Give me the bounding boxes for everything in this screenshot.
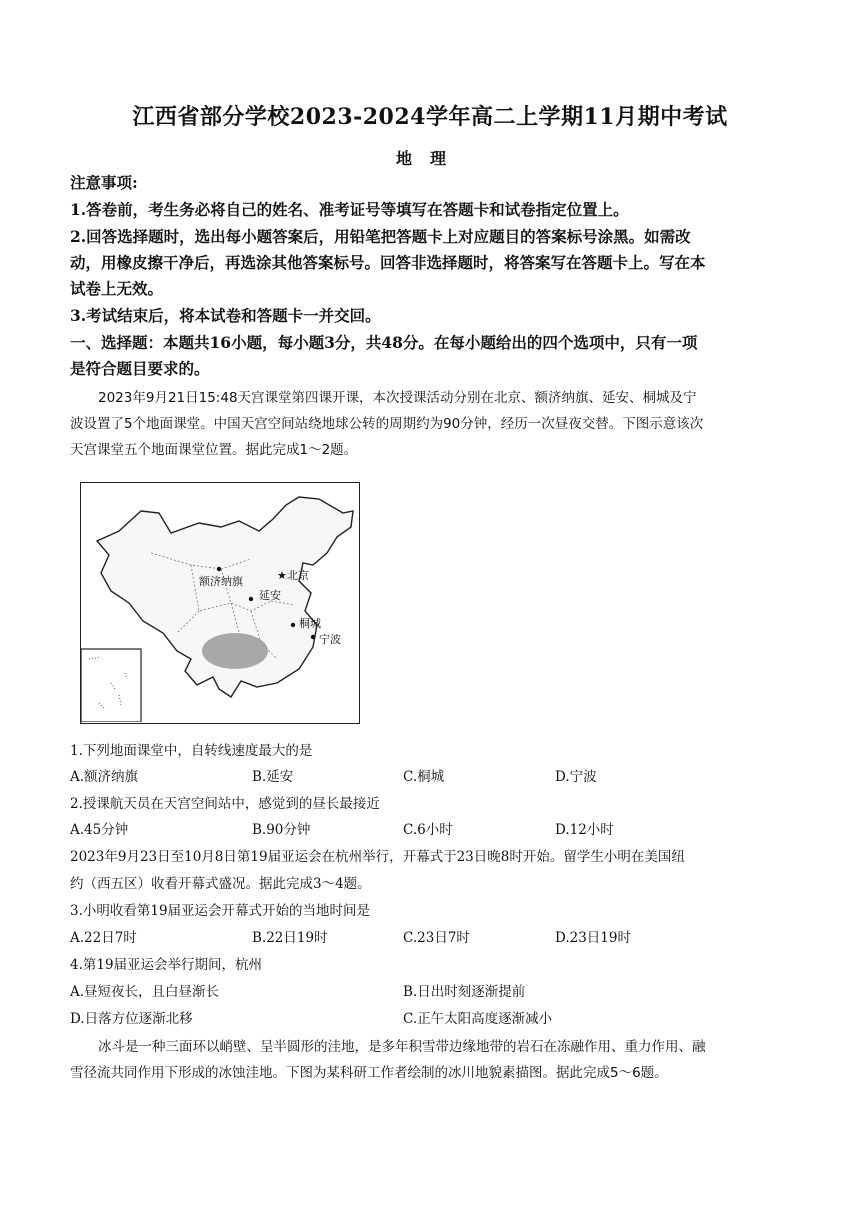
question-3-stem: 3.小明收看第19届亚运会开幕式开始的当地时间是 [70, 903, 371, 919]
ejina-marker [217, 567, 221, 571]
passage-2-line: 约（西五区）收看开幕式盛况。据此完成3～4题。 [70, 876, 371, 892]
beijing-star-icon: ★ [277, 569, 287, 582]
ningbo-marker [311, 635, 315, 639]
q2-option-b[interactable]: B.90分钟 [252, 822, 311, 838]
notes-heading: 注意事项: [70, 173, 138, 192]
q3-option-d[interactable]: D.23日19时 [555, 930, 631, 946]
passage-line: 天宫课堂五个地面课堂位置。据此完成1～2题。 [70, 442, 358, 458]
passage-3-line: 雪径流共同作用下形成的冰蚀洼地。下图为某科研工作者绘制的冰川地貌素描图。据此完成5～6题。 [70, 1065, 668, 1081]
q2-option-c[interactable]: C.6小时 [403, 822, 453, 838]
label-tongcheng: 桐城 [299, 617, 321, 630]
note-line: 动，用橡皮擦干净后，再选涂其他答案标号。回答非选择题时，将答案写在答题卡上。写在本 [70, 253, 706, 272]
question-1-stem: 1.下列地面课堂中，自转线速度最大的是 [70, 743, 313, 759]
note-line: 3.考试结束后，将本试卷和答题卡一并交回。 [70, 306, 381, 325]
q3-option-b[interactable]: B.22日19时 [252, 930, 328, 946]
q3-option-c[interactable]: C.23日7时 [403, 930, 470, 946]
passage-2-line: 2023年9月23日至10月8日第19届亚运会在杭州举行，开幕式于23日晚8时开始。留学生小明在美国纽 [70, 849, 685, 865]
question-2-stem: 2.授课航天员在天宫空间站中，感觉到的昼长最接近 [70, 796, 380, 812]
subject-label: 地理 [395, 149, 464, 168]
tongcheng-marker [291, 623, 295, 627]
q4-option-d[interactable]: D.日落方位逐渐北移 [70, 1011, 193, 1027]
section-heading: 一、选择题：本题共16小题，每小题3分，共48分。在每小题给出的四个选项中，只有一项 [70, 333, 698, 352]
china-map-figure [80, 482, 360, 724]
label-ningbo: 宁波 [319, 633, 341, 646]
label-beijing: 北京 [287, 569, 309, 582]
note-line: 1.答卷前，考生务必将自己的姓名、准考证号等填写在答题卡和试卷指定位置上。 [70, 200, 629, 219]
note-line: 试卷上无效。 [70, 279, 164, 298]
yanan-marker [249, 597, 253, 601]
q4-option-a[interactable]: A.昼短夜长，且白昼渐长 [70, 984, 220, 1000]
question-4-stem: 4.第19届亚运会举行期间，杭州 [70, 957, 263, 973]
passage-line: 2023年9月21日15:48天宫课堂第四课开课，本次授课活动分别在北京、额济纳旗、延安、桐城及宁 [98, 390, 697, 406]
exam-title: 江西省部分学校2023-2024学年高二上学期11月期中考试 [132, 104, 728, 130]
q1-option-a[interactable]: A.额济纳旗 [70, 769, 139, 785]
q1-option-b[interactable]: B.延安 [252, 769, 294, 785]
q1-option-d[interactable]: D.宁波 [555, 769, 597, 785]
label-ejina: 额济纳旗 [199, 575, 243, 588]
q2-option-d[interactable]: D.12小时 [555, 822, 614, 838]
china-map-svg [81, 483, 358, 722]
q3-option-a[interactable]: A.22日7时 [70, 930, 137, 946]
passage-line: 波设置了5个地面课堂。中国天宫空间站绕地球公转的周期约为90分钟，经历一次昼夜交替。下图示意该次 [70, 416, 704, 432]
q2-option-a[interactable]: A.45分钟 [70, 822, 129, 838]
section-heading-cont: 是符合题目要求的。 [70, 359, 210, 378]
note-line: 2.回答选择题时，选出每小题答案后，用铅笔把答题卡上对应题目的答案标号涂黑。如需改 [70, 227, 691, 246]
passage-3-line: 冰斗是一种三面环以峭壁、呈半圆形的洼地，是多年积雪带边缘地带的岩石在冻融作用、重力作用、融 [98, 1039, 706, 1055]
label-yanan: 延安 [259, 589, 281, 602]
shaded-region [202, 633, 268, 669]
south-china-sea-inset [81, 649, 141, 722]
q1-option-c[interactable]: C.桐城 [403, 769, 445, 785]
q4-option-c[interactable]: C.正午太阳高度逐渐减小 [403, 1011, 553, 1027]
q4-option-b[interactable]: B.日出时刻逐渐提前 [403, 984, 526, 1000]
